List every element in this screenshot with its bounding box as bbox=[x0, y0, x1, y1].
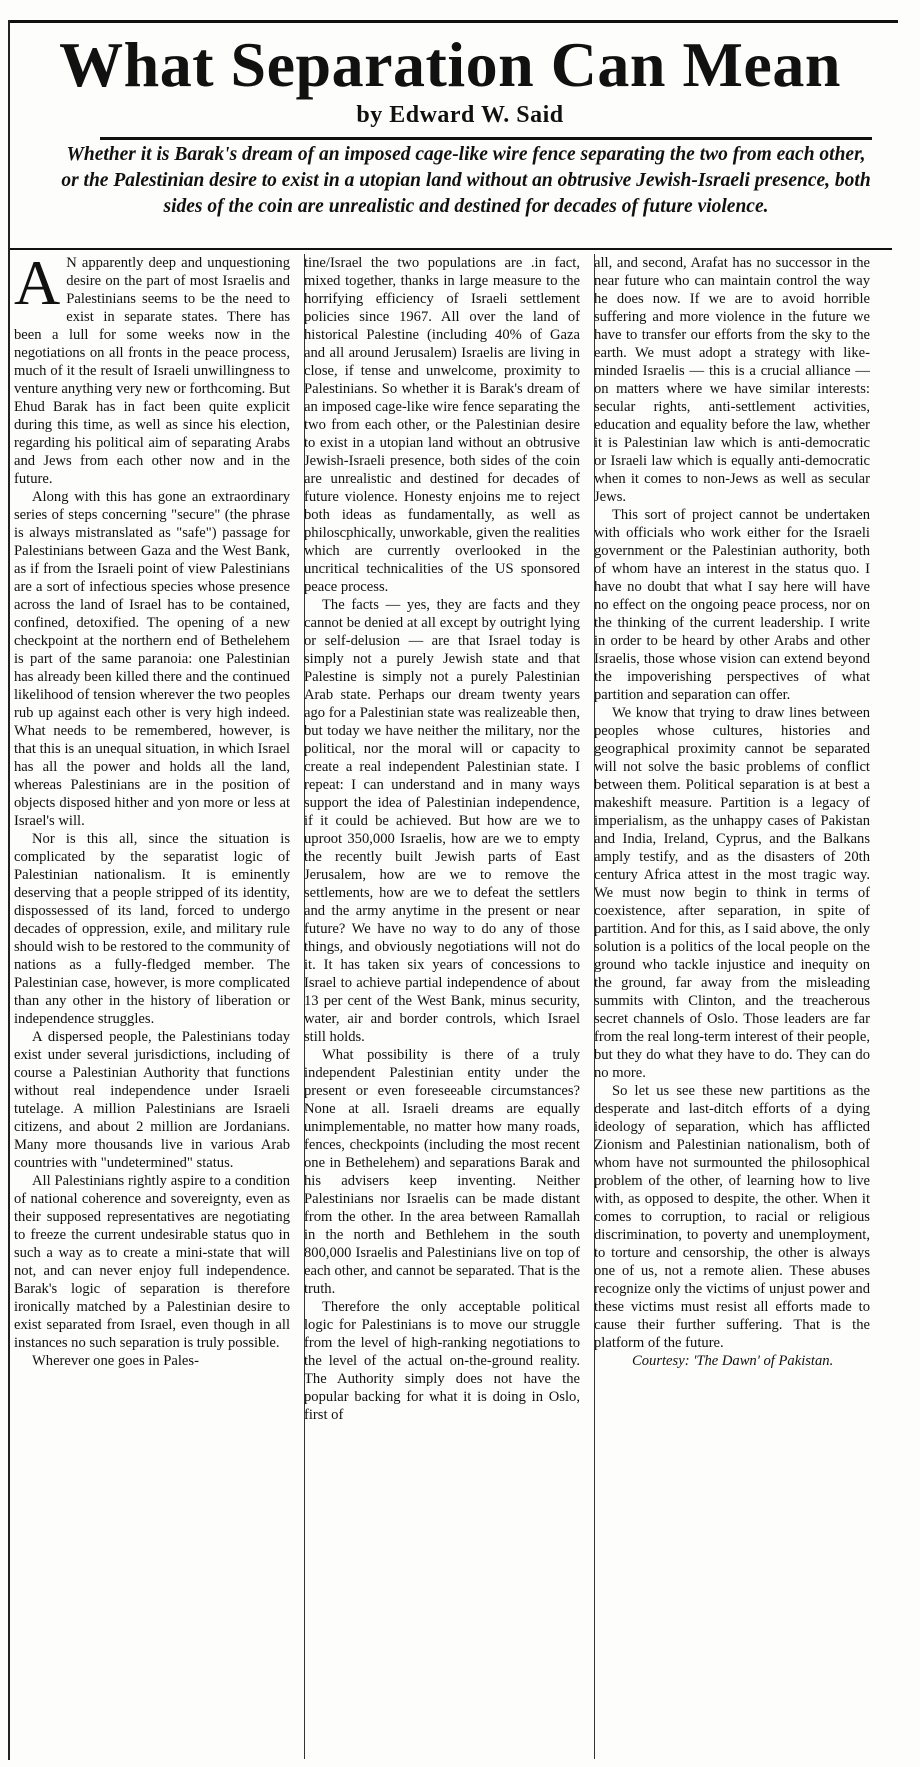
column-3 bbox=[594, 254, 870, 1759]
paragraph: The facts — yes, they are facts and they cannot be denied at all except by outright lying or self-delusion — are that Israel today is simply not a purely Jewish state and that Palestine is simply not a purely Palestinian Arab state. Perhaps our dream twenty years ago for a Palestinian state was realizeable then, but today we have neither the military, nor the political, nor the moral will or capacity to create a real independent Palestinian state. I repeat: I can understand and in many ways support the idea of Palestinian independence, if it could be achieved. But how are we to uproot 350,000 Israelis, how are we to empty the recently built Jewish parts of East Jerusalem, how are we to remove the settlements, how are we to defeat the settlers and the army anytime in the present or near future? We have no way to do any of those things, and obviously negotiations will not do it. It has taken six years of concessions to Israel to achieve partial independence of about 13 per cent of the West Bank, minus security, water, air and border controls, which Israel still holds. bbox=[304, 597, 580, 1045]
paragraph bbox=[14, 254, 290, 488]
byline: by Edward W. Said bbox=[356, 102, 564, 128]
paragraph: What possibility is there of a truly independent Palestinian entity under the present or even foreseeable circumstances? None at all. Israeli dreams are equally unimplementable, no matter how many roads, fences, checkpoints (including the most recent one in Bethelehem) and separations Barak and his advisers keep inventing. Neither Palestinians nor Israelis can be made distant from the other. In the area between Ramallah in the north and Bethlehem in the south 800,000 Israelis and Palestinians live on top of each other, and cannot be separated. That is the truth. bbox=[304, 1047, 580, 1297]
article-body bbox=[14, 254, 884, 1759]
paragraph-text: N apparently deep and unquestioning desire on the part of most Israelis and Palestinians seems to be the need to exist in separate states. There has been a lull for some weeks now in the negotiations on all fronts in the peace process, much of it the result of Israeli unwillingness to venture anything very new or forthcoming. But Ehud Barak has in fact been quite explicit during this time, as well as since his election, regarding his political aim of separating Arabs and Jews from each other now and in the future. bbox=[14, 255, 290, 487]
paragraph: This sort of project cannot be undertaken with officials who work either for the Israeli government or the Palestinian authority, both of whom have an interest in the status quo. I have no doubt that what I say here will have no effect on the ongoing peace process, nor on the thinking of the current leadership. I write in order to be heard by other Arabs and other Israelis, those whose vision can extend beyond the impoverishing perspectives of what partition and separation can offer. bbox=[594, 507, 870, 703]
headline: What Separation Can Mean bbox=[59, 29, 841, 100]
deck-rule-top bbox=[100, 137, 872, 140]
deck-rule-bottom bbox=[10, 248, 892, 250]
column-1 bbox=[14, 254, 290, 1759]
paragraph: We know that trying to draw lines between peoples whose cultures, histories and geographical proximity cannot be separated will not solve the basic problems of conflict between them. Political separation is at best a makeshift measure. Partition is a legacy of imperialism, as the unhappy cases of Pakistan and India, Ireland, Cyprus, and the Balkans amply testify, and as the disasters of 20th century Africa attest in the most tragic way. We must now begin to think in terms of coexistence, after separation, in spite of partition. And for this, as I said above, the only solution is a politics of the local people on the ground who tackle injustice and inequity on the ground, far away from the misleading summits with Clinton, and the treacherous secret channels of Oslo. Those leaders are far from the real long-term interest of their people, but they do what they have to do. They can do no more. bbox=[594, 705, 870, 1081]
paragraph: Along with this has gone an extraordinary series of steps concerning "secure" (the phrase is always mistranslated as "safe") passage for Palestinians between Gaza and the West Bank, as if from the Israeli point of view Palestinians are a sort of infectious species whose presence across the land of Israel has to be contained, confined, detoxified. The opening of a new checkpoint at the northern end of Bethelehem is part of the same paranoia: one Palestinian has already been killed there and the continued likelihood of tension wherever the two peoples rub up against each other is very high indeed. What needs to be remembered, however, is that this is an unequal situation, in which Israel has all the power and holds all the land, whereas Palestinians are in the position of objects disposed hither and yon more or less at Israel's will. bbox=[14, 489, 290, 829]
paragraph: tine/Israel the two populations are .in fact, mixed together, thanks in large measure to the horrifying efficiency of Israeli settlement policies since 1967. All over the land of historical Palestine (including 40% of Gaza and all around Jerusalem) Israelis are living in close, if tense and unwelcome, proximity to Palestinians. So whether it is Barak's dream of an imposed cage-like wire fence separating the two from each other, or the Palestinian desire to exist in a utopian land without an obtrusive Jewish-Israeli presence, both sides of the coin are unrealistic and destined for decades of future violence. Honesty enjoins me to reject both ideas as fundamentally, as well as philoscphically, unworkable, given the realities which are currently overlooked in the uncritical technicalities of the US sponsored peace process. bbox=[304, 255, 580, 595]
paragraph: Wherever one goes in Pales- bbox=[32, 1353, 199, 1369]
paragraph: Nor is this all, since the situation is complicated by the separatist logic of Palestinian nationalism. It is eminently deserving that a people stripped of its identity, dispossessed of its land, forced to undergo decades of oppression, exile, and military rule should wish to be restored to the community of nations as a fully-fledged member. The Palestinian case, however, is more complicated than any other in the history of liberation or independence struggles. bbox=[14, 831, 290, 1027]
top-rule bbox=[8, 20, 898, 23]
paragraph: A dispersed people, the Palestinians today exist under several jurisdictions, including of course a Palestinian Authority that functions without real independence under Israeli tutelage. A million Palestinians are Israeli citizens, and about 2 million are Jordanians. Many more thousands live in various Arab countries with "undetermined" status. bbox=[14, 1029, 290, 1171]
paragraph: all, and second, Arafat has no successor in the near future who can maintain control the way he does now. If we are to avoid horrible suffering and more violence in the future we have to transfer our efforts from the sky to the earth. We must adopt a strategy with like-minded Israelis — this is a crucial alliance — on matters where we have similar interests: secular rights, anti-settlement activities, education and equality before the law, whether it is Palestinian law which is anti-democratic or Israeli law which is equally anti-democratic when it comes to non-Jews as well as secular Jews. bbox=[594, 255, 870, 505]
left-border-rule bbox=[8, 20, 10, 1760]
drop-cap: A bbox=[14, 254, 61, 318]
courtesy-credit: Courtesy: 'The Dawn' of Pakistan. bbox=[632, 1353, 834, 1369]
column-2 bbox=[304, 254, 580, 1759]
deck-summary: Whether it is Barak's dream of an imposed cage-like wire fence separating the two from each other, or the Palestinian desire to exist in a utopian land without an obtrusive Jewish-Israeli presence, both sides of the coin are unrealistic and destined for decades of future violence. bbox=[61, 144, 871, 217]
paragraph: So let us see these new partitions as the desperate and last-ditch efforts of a dying ideology of separation, which has afflicted Zionism and Palestinian nationalism, both of whom have not surmounted the philosophical problem of the other, of learning how to live with, as opposed to despite, the other. When it comes to corruption, to racial or religious discrimination, to poverty and unemployment, to torture and censorship, the other is always one of us, not a remote alien. These abuses recognize only the victims of unjust power and these victims must resist all efforts made to cause their further suffering. That is the platform of the future. bbox=[594, 1083, 870, 1351]
paragraph: Therefore the only acceptable political logic for Palestinians is to move our struggle from the level of high-ranking negotiations to the level of the actual on-the-ground reality. The Authority simply does not have the popular backing for what it is doing in Oslo, first of bbox=[304, 1299, 580, 1423]
paragraph: All Palestinians rightly aspire to a condition of national coherence and sovereignty, even as their supposed representatives are negotiating to freeze the current undesirable status quo in such a way as to create a mini-state that will not, and can never enjoy full independence. Barak's logic of separation is therefore ironically matched by a Palestinian desire to exist separated from Israel, even though in all instances no such separation is truly possible. bbox=[14, 1173, 290, 1351]
